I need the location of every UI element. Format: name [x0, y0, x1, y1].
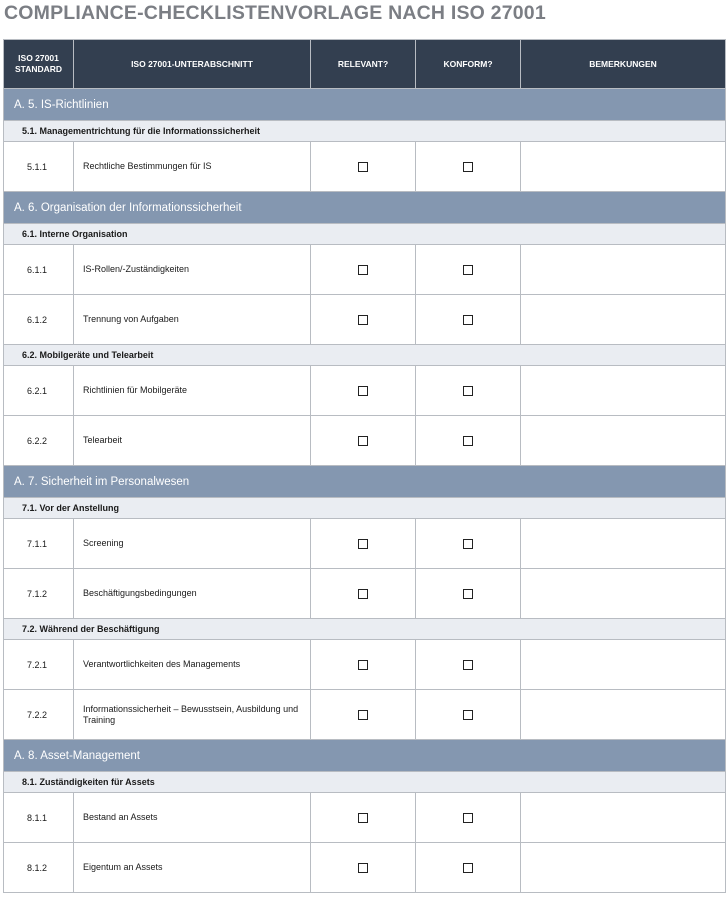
table-row	[4, 366, 726, 416]
relevant-cell	[311, 142, 416, 192]
checklist-table	[3, 39, 726, 893]
subsection-row	[4, 121, 726, 142]
header-subsection: ISO 27001-UNTERABSCHNITT	[74, 40, 311, 89]
item-name: Rechtliche Bestimmungen für IS	[74, 142, 311, 192]
konform-checkbox[interactable]	[463, 589, 473, 599]
header-relevant: RELEVANT?	[311, 40, 416, 89]
konform-cell	[416, 569, 521, 619]
konform-checkbox[interactable]	[463, 315, 473, 325]
konform-cell	[416, 245, 521, 295]
konform-cell	[416, 366, 521, 416]
section-row	[4, 192, 726, 224]
remarks-field[interactable]	[521, 640, 726, 690]
table-row	[4, 569, 726, 619]
relevant-checkbox[interactable]	[358, 539, 368, 549]
remarks-field[interactable]	[521, 245, 726, 295]
remarks-field[interactable]	[521, 843, 726, 893]
subsection-label: 7.1. Vor der Anstellung	[4, 498, 726, 519]
item-name: Telearbeit	[74, 416, 311, 466]
subsection-row	[4, 224, 726, 245]
subsection-label: 6.2. Mobilgeräte und Telearbeit	[4, 345, 726, 366]
relevant-cell	[311, 793, 416, 843]
konform-checkbox[interactable]	[463, 863, 473, 873]
relevant-checkbox[interactable]	[358, 265, 368, 275]
item-name: Beschäftigungsbedingungen	[74, 569, 311, 619]
item-name: Eigentum an Assets	[74, 843, 311, 893]
item-number: 6.2.1	[4, 366, 74, 416]
subsection-label: 7.2. Während der Beschäftigung	[4, 619, 726, 640]
header-bemerkungen: BEMERKUNGEN	[521, 40, 726, 89]
header-row	[4, 40, 726, 89]
table-row	[4, 690, 726, 740]
section-label: A. 6. Organisation der Informationssicherheit	[4, 192, 726, 224]
section-label: A. 7. Sicherheit im Personalwesen	[4, 466, 726, 498]
konform-cell	[416, 295, 521, 345]
subsection-row	[4, 345, 726, 366]
konform-cell	[416, 416, 521, 466]
table-row	[4, 295, 726, 345]
table-row	[4, 142, 726, 192]
section-row	[4, 89, 726, 121]
konform-checkbox[interactable]	[463, 710, 473, 720]
konform-cell	[416, 690, 521, 740]
item-number: 7.2.2	[4, 690, 74, 740]
relevant-cell	[311, 295, 416, 345]
konform-cell	[416, 142, 521, 192]
item-name: Verantwortlichkeiten des Managements	[74, 640, 311, 690]
item-number: 8.1.1	[4, 793, 74, 843]
item-number: 7.1.1	[4, 519, 74, 569]
item-number: 7.2.1	[4, 640, 74, 690]
relevant-checkbox[interactable]	[358, 813, 368, 823]
relevant-checkbox[interactable]	[358, 436, 368, 446]
header-konform: KONFORM?	[416, 40, 521, 89]
section-label: A. 5. IS-Richtlinien	[4, 89, 726, 121]
relevant-checkbox[interactable]	[358, 863, 368, 873]
item-number: 5.1.1	[4, 142, 74, 192]
item-number: 6.1.1	[4, 245, 74, 295]
remarks-field[interactable]	[521, 569, 726, 619]
subsection-row	[4, 498, 726, 519]
relevant-cell	[311, 245, 416, 295]
remarks-field[interactable]	[521, 519, 726, 569]
item-name: Screening	[74, 519, 311, 569]
subsection-row	[4, 619, 726, 640]
remarks-field[interactable]	[521, 690, 726, 740]
relevant-cell	[311, 843, 416, 893]
konform-checkbox[interactable]	[463, 162, 473, 172]
konform-checkbox[interactable]	[463, 539, 473, 549]
konform-cell	[416, 640, 521, 690]
remarks-field[interactable]	[521, 295, 726, 345]
item-name: IS-Rollen/-Zuständigkeiten	[74, 245, 311, 295]
page-title: COMPLIANCE-CHECKLISTENVORLAGE NACH ISO 27001	[4, 2, 546, 24]
table-row	[4, 519, 726, 569]
relevant-cell	[311, 416, 416, 466]
relevant-checkbox[interactable]	[358, 162, 368, 172]
relevant-cell	[311, 640, 416, 690]
item-name: Bestand an Assets	[74, 793, 311, 843]
konform-cell	[416, 793, 521, 843]
subsection-label: 6.1. Interne Organisation	[4, 224, 726, 245]
item-number: 7.1.2	[4, 569, 74, 619]
relevant-checkbox[interactable]	[358, 589, 368, 599]
section-label: A. 8. Asset-Management	[4, 740, 726, 772]
konform-checkbox[interactable]	[463, 386, 473, 396]
table-row	[4, 640, 726, 690]
table-row	[4, 245, 726, 295]
section-row	[4, 466, 726, 498]
item-number: 6.2.2	[4, 416, 74, 466]
konform-checkbox[interactable]	[463, 813, 473, 823]
konform-checkbox[interactable]	[463, 436, 473, 446]
relevant-cell	[311, 569, 416, 619]
konform-checkbox[interactable]	[463, 265, 473, 275]
relevant-cell	[311, 519, 416, 569]
relevant-cell	[311, 690, 416, 740]
item-name: Informationssicherheit – Bewusstsein, Ausbildung und Training	[74, 690, 311, 740]
item-number: 8.1.2	[4, 843, 74, 893]
relevant-checkbox[interactable]	[358, 315, 368, 325]
item-name: Trennung von Aufgaben	[74, 295, 311, 345]
relevant-checkbox[interactable]	[358, 660, 368, 670]
remarks-field[interactable]	[521, 416, 726, 466]
subsection-label: 8.1. Zuständigkeiten für Assets	[4, 772, 726, 793]
konform-cell	[416, 519, 521, 569]
item-number: 6.1.2	[4, 295, 74, 345]
header-standard: ISO 27001 STANDARD	[4, 40, 74, 89]
konform-checkbox[interactable]	[463, 660, 473, 670]
relevant-cell	[311, 366, 416, 416]
remarks-field[interactable]	[521, 142, 726, 192]
subsection-label: 5.1. Managementrichtung für die Informationssicherheit	[4, 121, 726, 142]
relevant-checkbox[interactable]	[358, 386, 368, 396]
table-row	[4, 843, 726, 893]
table-row	[4, 793, 726, 843]
table-row	[4, 416, 726, 466]
konform-cell	[416, 843, 521, 893]
relevant-checkbox[interactable]	[358, 710, 368, 720]
item-name: Richtlinien für Mobilgeräte	[74, 366, 311, 416]
subsection-row	[4, 772, 726, 793]
remarks-field[interactable]	[521, 793, 726, 843]
section-row	[4, 740, 726, 772]
remarks-field[interactable]	[521, 366, 726, 416]
